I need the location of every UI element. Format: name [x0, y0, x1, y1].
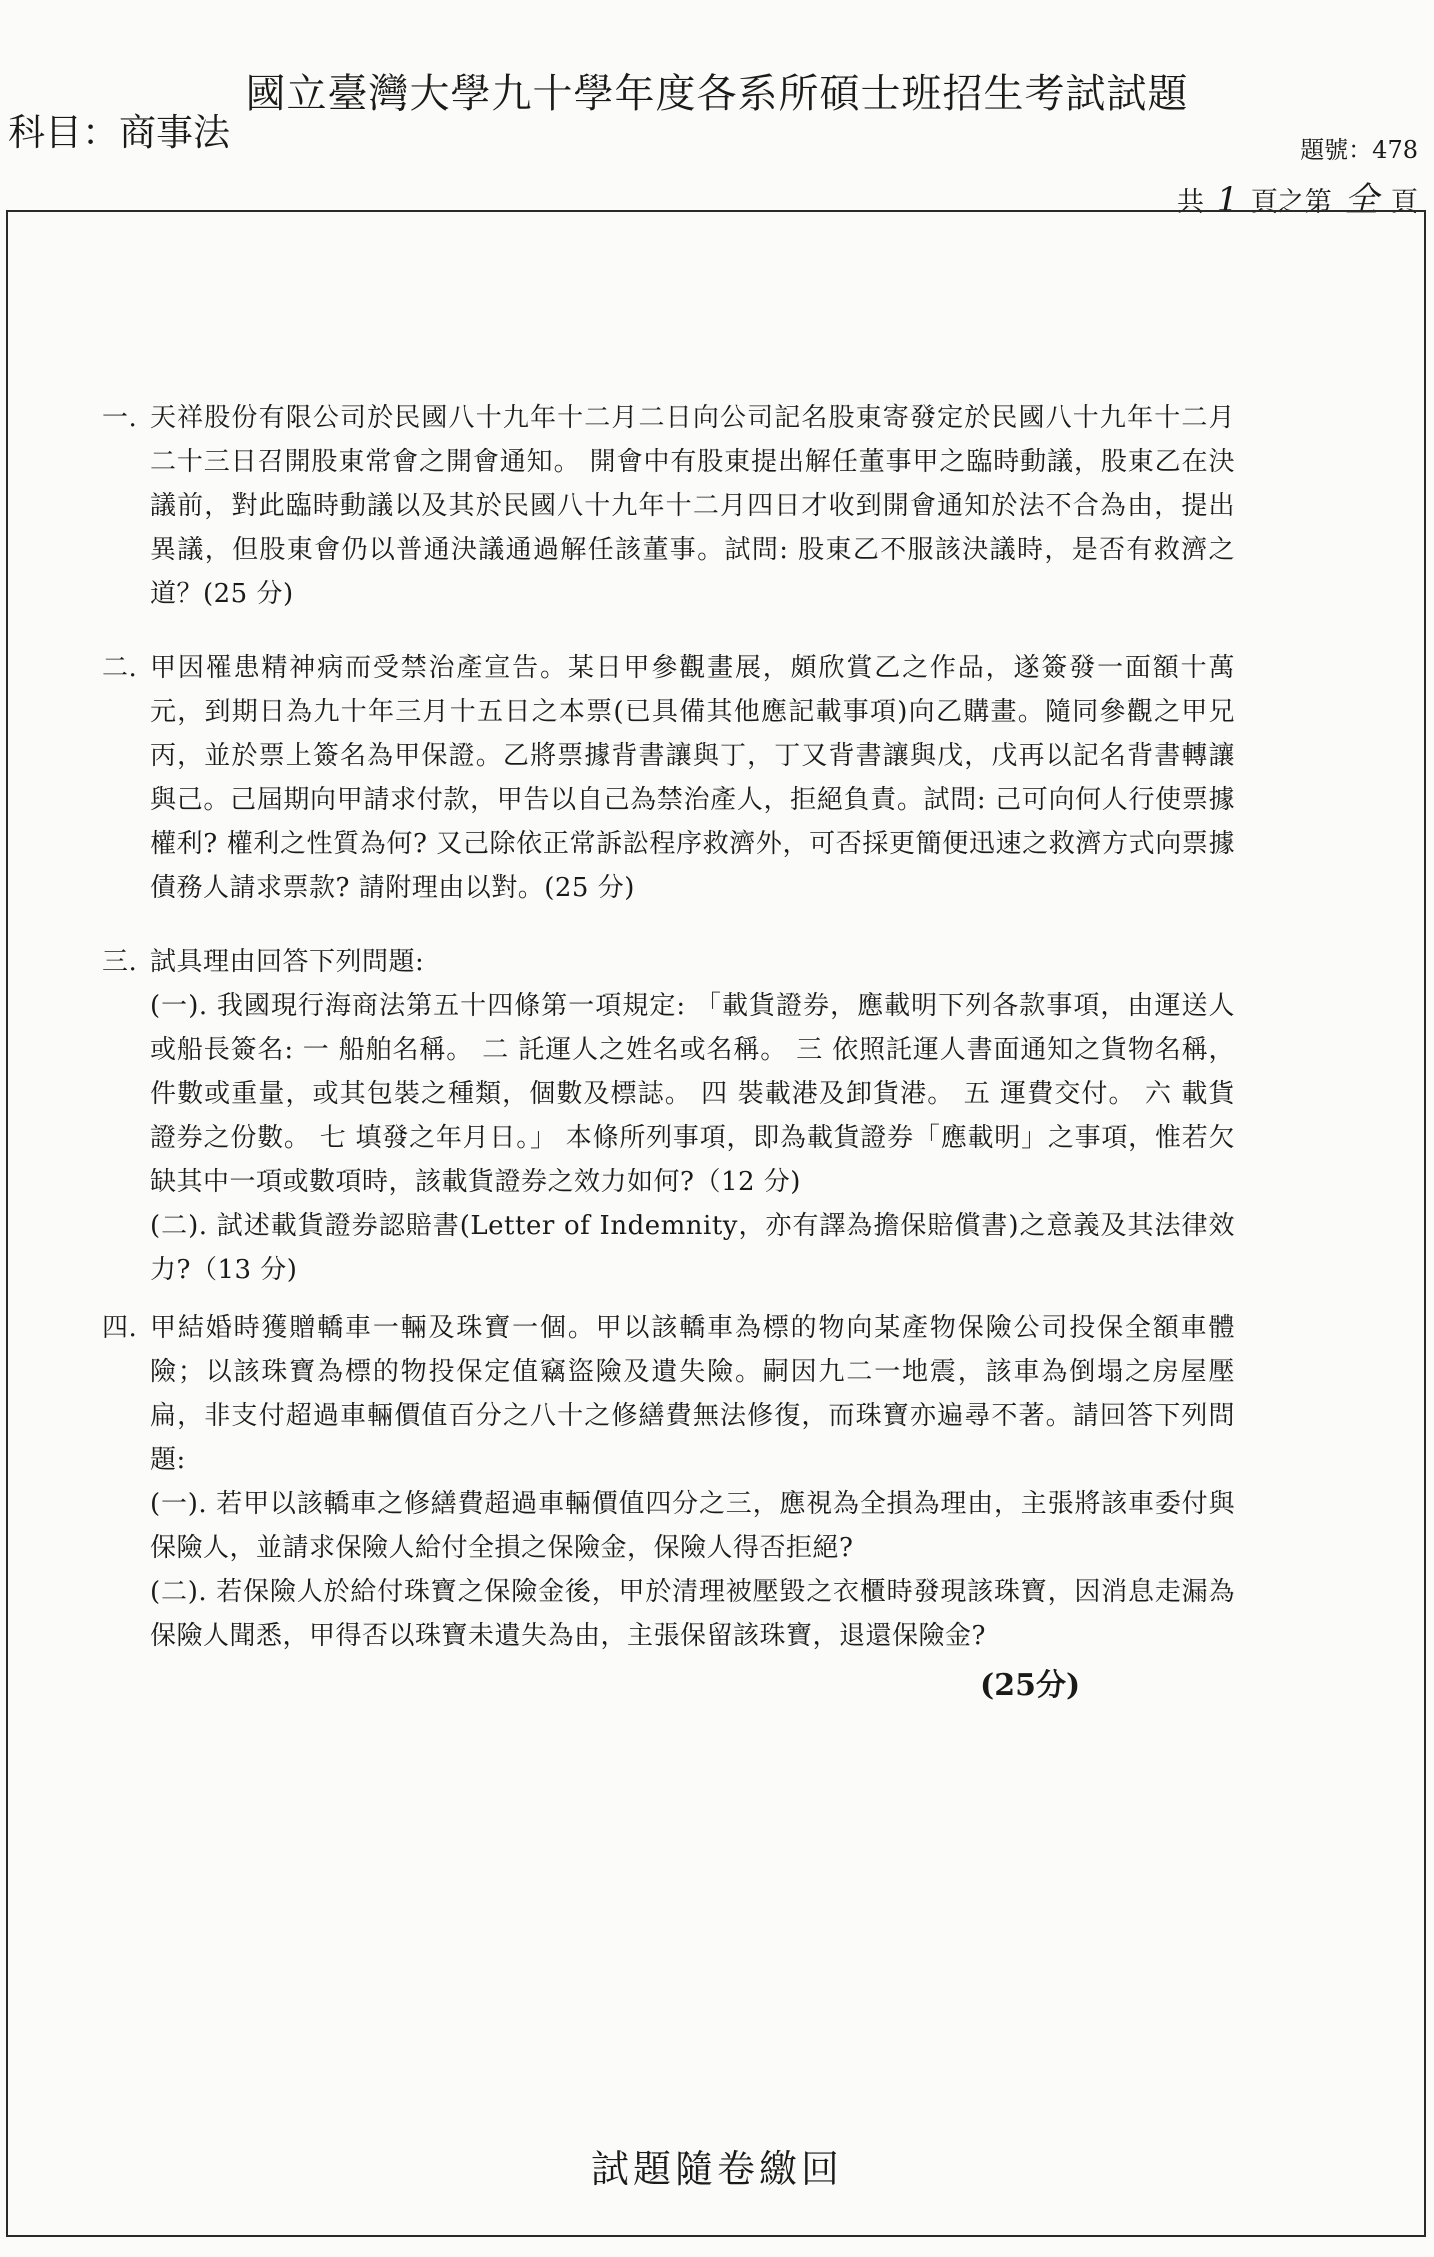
question-4-part-1: (一). 若甲以該轎車之修繕費超過車輛價值四分之三，應視為全損為理由，主張將該車委付與保險人，並請求保險人給付全損之保險金，保險人得否拒絕? — [150, 1489, 1235, 1563]
exam-title: 國立臺灣大學九十學年度各系所碩士班招生考試試題 — [245, 71, 1189, 117]
page-count-total: 1 — [1216, 180, 1239, 220]
question-4-score: (25分) — [980, 1668, 1081, 1703]
subject-label: 科目：商事法 — [8, 111, 230, 154]
question-2 — [102, 646, 1235, 910]
question-1 — [102, 396, 1235, 616]
question-3-part-2: (二). 試述載貨證券認賠書(Letter of Indemnity，亦有譯為擔保賠償書)之意義及其法律效力?（13 分) — [150, 1211, 1235, 1285]
question-3-number: 三. — [102, 947, 138, 977]
page-count-prefix: 共 — [1176, 187, 1204, 218]
question-4-part-2: (二). 若保險人於給付珠寶之保險金後，甲於清理被壓毀之衣櫃時發現該珠寶，因消息走漏為保險人聞悉，甲得否以珠寶未遺失為由，主張保留該珠寶，退還保險金? — [150, 1577, 1235, 1651]
question-4 — [102, 1306, 1235, 1658]
footer-note: 試題隨卷繳回 — [590, 2147, 843, 2191]
question-3 — [102, 940, 1235, 1292]
question-3-part-1: (一). 我國現行海商法第五十四條第一項規定: 「載貨證券，應載明下列各款事項，由運送人或船長簽名: 一 船舶名稱。 二 託運人之姓名或名稱。 三 依照託運人書面通知之貨物名稱，件數或重量，或其包裝之種類，個數及標誌。 四 裝載港及卸貨港。 五 運費交付。 六 載貨證券之份數。 七 填發之年月日。」 本條所列事項，即為載貨證券「應載明」之事項，惟若欠缺其中一項或數項時，該載貨證券之效力如何?（12 分) — [150, 991, 1235, 1197]
question-1-number: 一. — [102, 403, 138, 433]
question-4-number: 四. — [102, 1313, 138, 1343]
page-count-middle: 頁之第 — [1250, 187, 1332, 218]
question-1-body: 天祥股份有限公司於民國八十九年十二月二日向公司記名股東寄發定於民國八十九年十二月二十三日召開股東常會之開會通知。 開會中有股東提出解任董事甲之臨時動議，股東乙在決議前，對此臨時動議以及其於民國八十九年十二月四日才收到開會通知於法不合為由，提出異議，但股東會仍以普通決議通過解任該董事。試問: 股東乙不服該決議時，是否有救濟之道？(25 分) — [150, 403, 1235, 609]
question-3-body: 試具理由回答下列問題: — [150, 947, 425, 977]
question-2-number: 二. — [102, 653, 138, 683]
question-4-body: 甲結婚時獲贈轎車一輛及珠寶一個。甲以該轎車為標的物向某產物保險公司投保全額車體險；以該珠寶為標的物投保定值竊盜險及遺失險。嗣因九二一地震，該車為倒塌之房屋壓扁，非支付超過車輛價值百分之八十之修繕費無法修復，而珠寶亦遍尋不著。請回答下列問題: — [150, 1313, 1235, 1475]
question-2-body: 甲因罹患精神病而受禁治產宣告。某日甲參觀畫展，頗欣賞乙之作品，遂簽發一面額十萬元，到期日為九十年三月十五日之本票(已具備其他應記載事項)向乙購畫。隨同參觀之甲兄丙，並於票上簽名為甲保證。乙將票據背書讓與丁，丁又背書讓與戊，戊再以記名背書轉讓與己。己屆期向甲請求付款，甲告以自己為禁治產人，拒絕負責。試問: 己可向何人行使票據權利? 權利之性質為何? 又己除依正常訴訟程序救濟外，可否採更簡便迅速之救濟方式向票據債務人請求票款? 請附理由以對。(25 分) — [150, 653, 1235, 903]
question-number: 題號：478 — [1300, 136, 1418, 164]
page-count-suffix: 頁 — [1391, 187, 1418, 218]
page-count-current: 全 — [1344, 180, 1379, 220]
